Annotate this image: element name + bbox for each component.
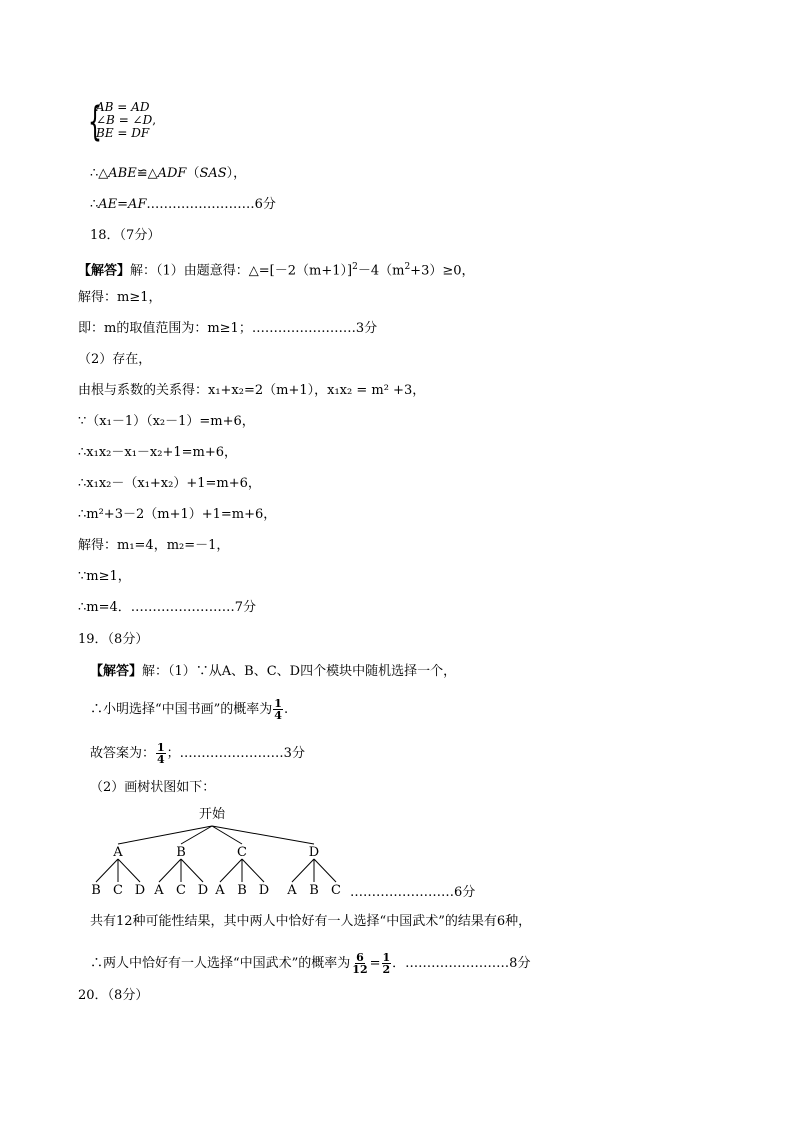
q18-step-3: （2）存在， — [78, 352, 152, 367]
tree-leaf-C-D: D — [258, 883, 270, 898]
q18-step-7: ∴x₁x₂－（x₁+x₂）+1=m+6， — [78, 476, 261, 491]
fraction-one-quarter: $\frac{1}{4}$ — [274, 697, 282, 722]
fraction-one-half: $\frac{1}{2}$ — [382, 951, 391, 976]
tree-leaf-A-D: D — [134, 883, 146, 898]
tree-branch-B-D — [181, 859, 203, 882]
q18-step-6: ∴x₁x₂－x₁－x₂+1=m+6， — [78, 445, 237, 460]
q19-answer-line: 【解答】解：（1）∵从A、B、C、D四个模块中随机选择一个， — [90, 664, 457, 679]
q18-step-2: 即：m的取值范围为：m≥1；……………………3分 — [78, 321, 378, 336]
congruence-line: ∴△ABE≌△ADF（SAS）， — [90, 166, 247, 181]
question-19-heading: 19．（8分） — [78, 632, 149, 647]
tree-leaf-B-D: D — [197, 883, 209, 898]
q18-step-4: 由根与系数的关系得：x₁+x₂=2（m+1），x₁x₂ = m² +3， — [78, 383, 426, 398]
outcome-count-line: 共有12种可能性结果，其中两人中恰好有一人选择“中国武术”的结果有6种， — [90, 914, 532, 929]
tree-branch-D-A — [292, 859, 314, 882]
tree-branch-C-D — [242, 859, 264, 882]
question-20-heading: 20．（8分） — [78, 988, 149, 1003]
tree-branch-B-A — [159, 859, 181, 882]
q18-step-11: ∴m=4．……………………7分 — [78, 600, 257, 615]
tree-leaf-B-A: A — [154, 883, 164, 898]
q19-probability-line: ∴小明选择“中国书画”的概率为 $\frac{1}{4}$ . — [90, 697, 289, 722]
tree-leaf-B-C: C — [176, 883, 186, 898]
q18-step-10: ∵m≥1， — [78, 569, 131, 584]
q18-step-9: 解得：m₁=4，m₂=－1， — [78, 538, 230, 553]
q18-answer-line: 【解答】解：（1）由题意得：$\triangle=[-2(m+1)]^2-4(m^2+3)\ge 0$， — [78, 262, 475, 279]
tree-branch-A-D — [118, 859, 140, 882]
tree-score: ……………………6分 — [350, 885, 476, 900]
left-brace: { — [88, 99, 102, 145]
tree-node-A: A — [113, 845, 123, 860]
ae-af-line: ∴AE=AF.……………………6分 — [90, 197, 276, 212]
tree-node-D: D — [308, 845, 320, 860]
fraction-one-quarter-answer: $\frac{1}{4}$ — [157, 741, 165, 766]
system-row-2: ∠B = ∠D, — [96, 113, 157, 127]
tree-leaf-C-B: B — [237, 883, 247, 898]
tree-branch-C-A — [220, 859, 242, 882]
tree-root-label: 开始 — [198, 807, 226, 822]
tree-leaf-D-C: C — [331, 883, 341, 898]
tree-leaf-D-A: A — [287, 883, 297, 898]
q18-step-8: ∴m²+3－2（m+1）+1=m+6， — [78, 507, 277, 522]
tree-intro: （2）画树状图如下： — [90, 780, 216, 795]
tree-leaf-D-B: B — [309, 883, 319, 898]
tree-node-B: B — [176, 845, 186, 860]
tree-leaf-C-A: A — [215, 883, 225, 898]
q18-step-5: ∵（x₁－1）（x₂－1）=m+6， — [78, 414, 255, 429]
q18-step-1: 解得：m≥1， — [78, 290, 162, 305]
q19-answer-result: 故答案为： $\frac{1}{4}$ ；……………………3分 — [90, 741, 305, 766]
question-18-heading: 18．（7分） — [90, 228, 161, 243]
system-row-1: AB = AD — [96, 100, 150, 114]
final-probability-line: ∴两人中恰好有一人选择“中国武术”的概率为 $\frac{6}{12}$ = $\frac{1}{2}$ ．……………………8分 — [90, 951, 531, 976]
tree-leaf-A-B: B — [91, 883, 101, 898]
tree-branch-A-B — [96, 859, 118, 882]
tree-leaf-A-C: C — [113, 883, 123, 898]
tree-node-C: C — [237, 845, 247, 860]
fraction-six-twelfths: $\frac{6}{12}$ — [352, 951, 368, 976]
tree-branch-D-C — [314, 859, 336, 882]
system-row-3: BE = DF — [96, 126, 150, 140]
tree-branch-root-A — [118, 826, 212, 844]
